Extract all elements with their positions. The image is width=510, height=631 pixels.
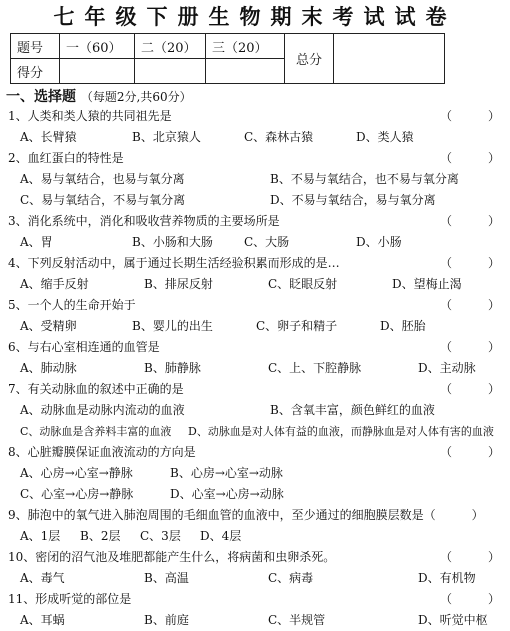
question-options xyxy=(8,400,504,421)
option: C、眨眼反射 xyxy=(268,277,338,291)
exam-title: 七年级下册生物期末考试试卷 xyxy=(53,4,457,29)
answer-bracket[interactable]: （ ） xyxy=(439,214,500,228)
option: D、类人猿 xyxy=(356,130,414,144)
option: C、上、下腔静脉 xyxy=(268,361,362,375)
question-options xyxy=(8,316,504,337)
option: A、心房→心室→静脉 xyxy=(20,466,133,480)
question-options xyxy=(8,358,504,379)
question-options xyxy=(8,421,504,442)
question-stem: 7、有关动脉血的叙述中正确的是 （ ） xyxy=(8,379,504,400)
option: A、受精卵 xyxy=(20,319,77,333)
score-cell-part1[interactable] xyxy=(60,59,135,84)
option: B、不易与氧结合，也不易与氧分离 xyxy=(270,172,459,186)
option: A、长臂猿 xyxy=(20,130,77,144)
option: D、不易与氧结合，易与氧分离 xyxy=(270,193,436,207)
option: A、耳蜗 xyxy=(20,613,65,627)
section-note: （每题2分,共60分） xyxy=(80,90,192,104)
answer-bracket[interactable]: （ ） xyxy=(439,298,500,312)
answer-bracket[interactable]: （ ） xyxy=(439,592,500,606)
option: B、排尿反射 xyxy=(144,277,213,291)
option: C、病毒 xyxy=(268,571,314,585)
question-stem: 5、一个人的生命开始于 （ ） xyxy=(8,295,504,316)
option: B、北京猿人 xyxy=(132,130,201,144)
option: B、高温 xyxy=(144,571,189,585)
option: B、婴儿的出生 xyxy=(132,319,213,333)
score-cell-part3[interactable] xyxy=(206,59,285,84)
question-stem: 9、肺泡中的氧气进入肺泡周围的毛细血管的血液中，至少通过的细胞膜层数是（ ） xyxy=(8,508,484,522)
answer-bracket[interactable]: （ ） xyxy=(439,382,500,396)
option: B、小肠和大肠 xyxy=(132,235,213,249)
question-options xyxy=(8,610,504,631)
question-stem: 4、下列反射活动中，属于通过长期生活经验积累而形成的是… （ ） xyxy=(8,253,504,274)
option: B、2层 xyxy=(80,529,121,543)
score-total-cell[interactable] xyxy=(334,34,445,84)
question-options xyxy=(8,463,504,484)
option: A、动脉血是动脉内流动的血液 xyxy=(20,403,185,417)
question-options xyxy=(8,568,504,589)
option: A、1层 xyxy=(20,529,61,543)
section-label: 一、选择题 xyxy=(6,89,76,105)
option: A、缩手反射 xyxy=(20,277,89,291)
question-options xyxy=(8,127,504,148)
answer-bracket[interactable]: （ ） xyxy=(439,151,500,165)
answer-bracket[interactable]: （ ） xyxy=(439,109,500,123)
question-stem: 8、心脏瓣膜保证血液流动的方向是 （ ） xyxy=(8,442,504,463)
question-options xyxy=(8,169,504,190)
answer-bracket[interactable]: （ ） xyxy=(439,256,500,270)
score-table xyxy=(10,33,445,84)
score-row-label: 得分 xyxy=(11,59,60,84)
option: D、有机物 xyxy=(418,571,476,585)
question-options xyxy=(8,232,504,253)
question-options xyxy=(8,190,504,211)
question-stem: 6、与右心室相连通的血管是 （ ） xyxy=(8,337,504,358)
question-list xyxy=(8,106,504,631)
section-heading xyxy=(6,86,192,106)
option: C、森林古猿 xyxy=(244,130,314,144)
option: C、大肠 xyxy=(244,235,290,249)
option: C、卵子和精子 xyxy=(256,319,338,333)
option: D、胚胎 xyxy=(380,319,426,333)
score-cell-part2[interactable] xyxy=(135,59,206,84)
answer-bracket[interactable]: （ ） xyxy=(439,445,500,459)
question-options xyxy=(8,526,504,547)
option: A、毒气 xyxy=(20,571,65,585)
option: C、半规管 xyxy=(268,613,326,627)
question-options xyxy=(8,274,504,295)
option: D、心室→心房→动脉 xyxy=(170,487,284,501)
question-stem: 2、血红蛋白的特性是 （ ） xyxy=(8,148,504,169)
question-options xyxy=(8,484,504,505)
option: C、动脉血是含养料丰富的血液 xyxy=(20,425,172,438)
question-stem: 1、人类和类人猿的共同祖先是 （ ） xyxy=(8,106,504,127)
option: B、含氧丰富，颜色鲜红的血液 xyxy=(270,403,435,417)
score-header-part2: 二（20） xyxy=(135,34,206,59)
option: B、肺静脉 xyxy=(144,361,201,375)
question-stem: 11、形成听觉的部位是 （ ） xyxy=(8,589,504,610)
option: D、动脉血是对人体有益的血液，而静脉血是对人体有害的血液 xyxy=(188,425,494,438)
option: A、易与氧结合，也易与氧分离 xyxy=(20,172,185,186)
question-stem: 3、消化系统中，消化和吸收营养物质的主要场所是 （ ） xyxy=(8,211,504,232)
option: A、肺动脉 xyxy=(20,361,77,375)
option: D、望梅止渴 xyxy=(392,277,462,291)
option: D、4层 xyxy=(200,529,242,543)
score-total-label: 总分 xyxy=(285,34,334,84)
score-header-part1: 一（60） xyxy=(60,34,135,59)
option: C、3层 xyxy=(140,529,181,543)
option: D、主动脉 xyxy=(418,361,476,375)
option: B、心房→心室→动脉 xyxy=(170,466,283,480)
question-stem: 10、密闭的沼气池及堆肥都能产生什么，将病菌和虫卵杀死。 （ ） xyxy=(8,547,504,568)
option: C、心室→心房→静脉 xyxy=(20,487,134,501)
option: D、小肠 xyxy=(356,235,402,249)
answer-bracket[interactable]: （ ） xyxy=(439,340,500,354)
option: B、前庭 xyxy=(144,613,189,627)
option: D、听觉中枢 xyxy=(418,613,488,627)
answer-bracket[interactable]: （ ） xyxy=(439,550,500,564)
score-header-part3: 三（20） xyxy=(206,34,285,59)
score-header-label: 题号 xyxy=(11,34,60,59)
option: C、易与氧结合，不易与氧分离 xyxy=(20,193,186,207)
option: A、胃 xyxy=(20,235,53,249)
